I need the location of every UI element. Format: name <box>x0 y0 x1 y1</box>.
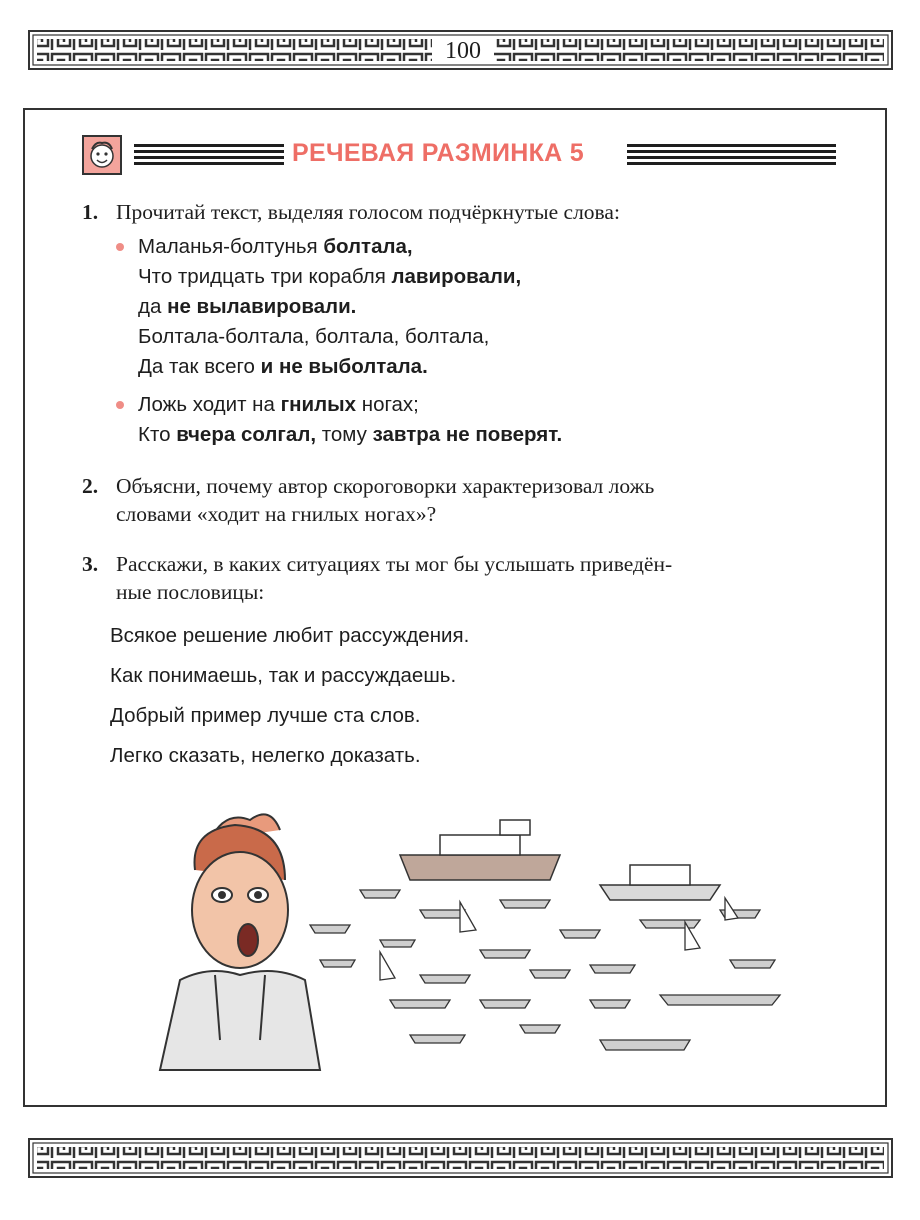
task-2-line1: Объясни, почему автор скороговорки характеризовал ложь <box>116 474 655 498</box>
header-lines-left <box>134 144 284 166</box>
task-3 <box>82 550 842 606</box>
poem-line: Ложь ходит на гнилых ногах; <box>138 393 419 416</box>
section-title: РЕЧЕВАЯ РАЗМИНКА 5 <box>292 139 584 167</box>
poem-line: Что тридцать три корабля лавировали, <box>138 265 522 288</box>
proverb: Всякое решение любит рассуждения. <box>110 624 470 647</box>
proverb: Добрый пример лучше ста слов. <box>110 704 421 727</box>
task-3-line2: ные пословицы: <box>116 580 265 604</box>
bullet-icon <box>116 401 124 409</box>
task-1 <box>82 198 842 226</box>
poem-1 <box>138 232 521 382</box>
face-icon <box>82 135 122 175</box>
ship-cruise <box>600 865 720 900</box>
poem-line: Маланья-болтунья болтала, <box>138 235 413 258</box>
proverb: Легко сказать, нелегко доказать. <box>110 744 421 767</box>
poem-line: да не вылавировали. <box>138 295 357 318</box>
task-3-number: 3. <box>82 552 99 576</box>
poem-line: Болтала-болтала, болтала, болтала, <box>138 325 490 348</box>
poem-2 <box>138 390 562 450</box>
illustration-woman-and-ships <box>120 800 800 1080</box>
bottom-ornament-border <box>28 1138 893 1178</box>
section-header <box>82 135 836 177</box>
poem-line: Кто вчера солгал, тому завтра не поверят. <box>138 423 563 446</box>
task-2-number: 2. <box>82 474 99 498</box>
woman-figure <box>160 814 320 1070</box>
bullet-icon <box>116 243 124 251</box>
ship-large <box>400 820 560 880</box>
proverb: Как понимаешь, так и рассуждаешь. <box>110 664 457 687</box>
task-1-number: 1. <box>82 200 99 224</box>
task-2-line2: словами «ходит на гнилых ногах»? <box>116 502 437 526</box>
header-lines-right <box>627 144 836 166</box>
task-2 <box>82 472 842 528</box>
poem-line: Да так всего и не выболтала. <box>138 355 428 378</box>
page-number: 100 <box>432 38 494 64</box>
task-3-line1: Расскажи, в каких ситуациях ты мог бы услышать приведён- <box>116 552 673 576</box>
task-1-text: Прочитай текст, выделяя голосом подчёркнутые слова: <box>116 200 620 224</box>
